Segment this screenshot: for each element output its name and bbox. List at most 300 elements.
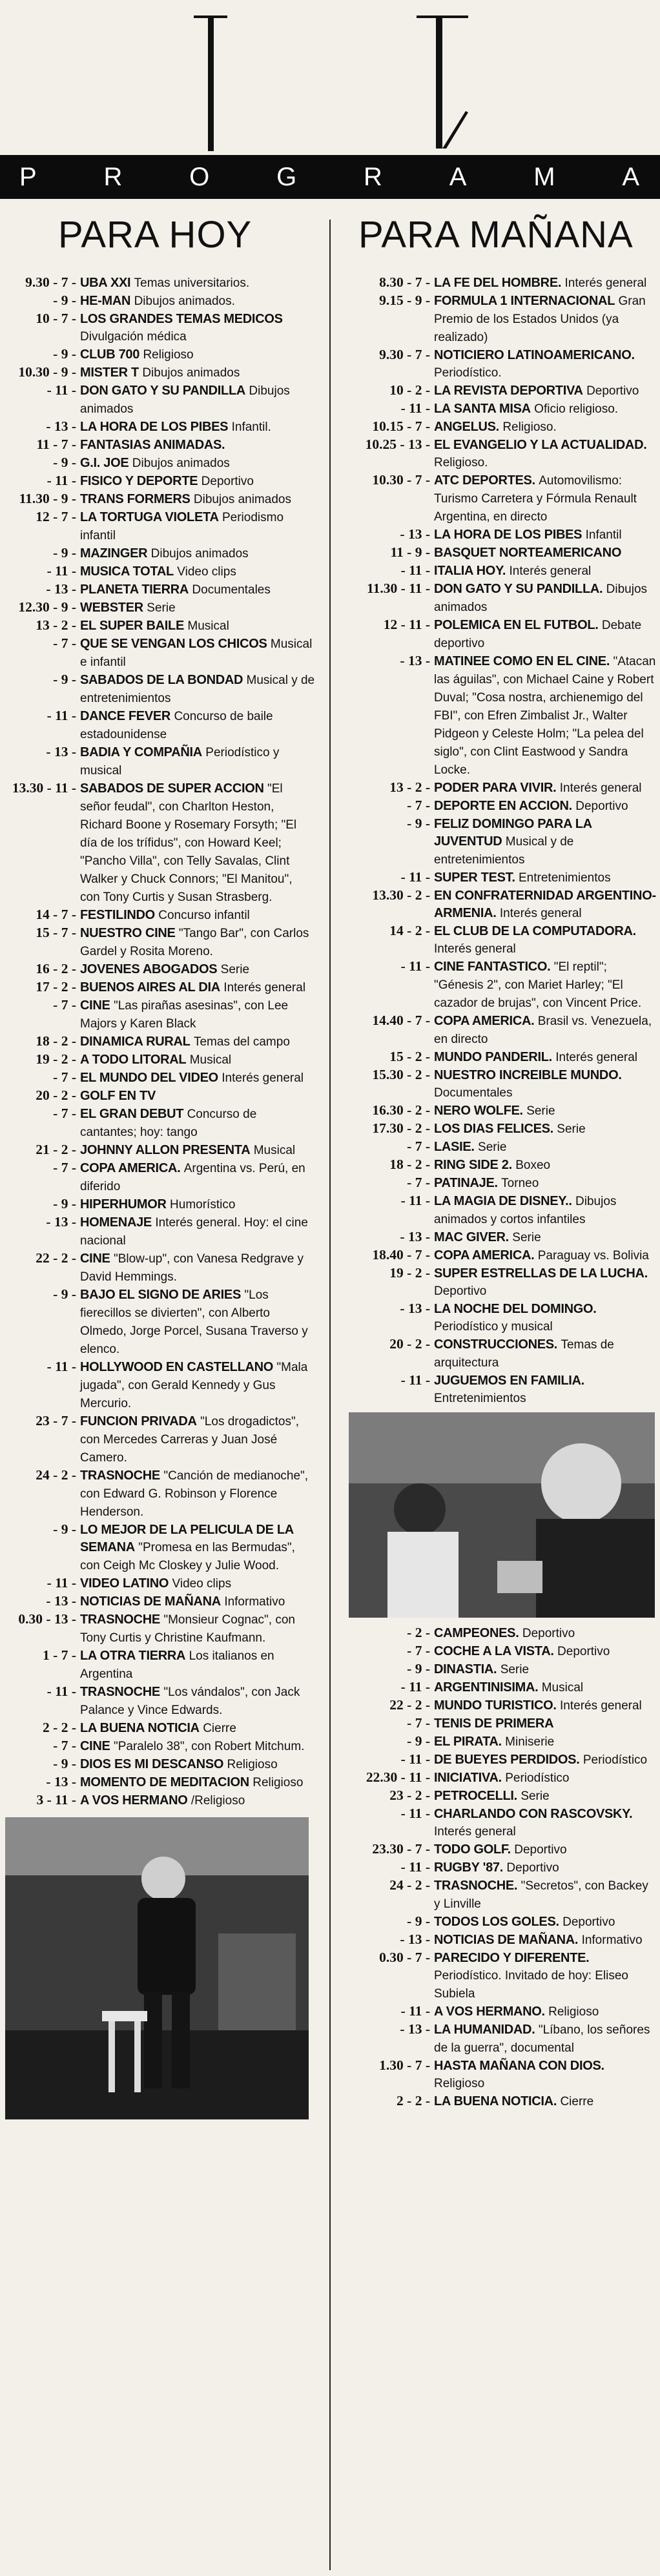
program-text: [430, 1264, 657, 1300]
program-name: MUNDO TURISTICO.: [434, 1698, 557, 1713]
listing-entry: [349, 1156, 657, 1174]
program-name: LA MAGIA DE DISNEY..: [434, 1194, 572, 1208]
listing-entry: [349, 1769, 657, 1787]
listing-entry: [349, 1372, 657, 1407]
program-name: SABADOS DE SUPER ACCION: [80, 781, 264, 796]
program-description: Temas del campo: [193, 1035, 290, 1049]
time-channel: - 9 -: [53, 455, 76, 470]
time-channel: - 7 -: [407, 1175, 430, 1190]
time-channel: 10.25 - 13 -: [365, 437, 430, 452]
program-name: TRANS FORMERS: [80, 492, 191, 506]
program-name: LA SANTA MISA: [434, 402, 531, 416]
program-name: RING SIDE 2.: [434, 1158, 512, 1172]
listing-entry: [5, 310, 315, 345]
program-text: [430, 1012, 657, 1048]
time-channel: - 9 -: [53, 672, 76, 687]
program-name: LA NOCHE DEL DOMINGO.: [434, 1302, 597, 1316]
time-channel: 11.30 - 11 -: [367, 581, 430, 596]
program-description: "Atacan las águilas", con Michael Caine y Robert Duval; "Cosa nostra, archienemigo del FBI", con Efren Zimbalist Jr., Walter Pidgeon y Celeste Holm; "La pelea del siglo", con Clint Eastwood y Sandra Locke.: [434, 655, 656, 777]
time-channel: 10.30 - 9 -: [18, 364, 76, 380]
program-text: [430, 2003, 657, 2021]
listing-entry: [5, 436, 315, 454]
program-description: Dibujos animados: [150, 547, 249, 561]
time-channel: - 9 -: [53, 545, 76, 561]
program-description: Dibujos animados: [132, 457, 230, 470]
program-name: ANGELUS.: [434, 420, 499, 434]
program-name: FORMULA 1 INTERNACIONAL: [434, 294, 615, 308]
program-text: [430, 1300, 657, 1335]
program-description: Interés general. Hoy: el cine nacional: [80, 1216, 308, 1248]
time-channel: 13 - 2 -: [389, 779, 430, 795]
program-description: Miniserie: [505, 1735, 555, 1749]
listing-entry: [349, 1102, 657, 1120]
program-text: [430, 400, 657, 418]
listing-entry: [349, 1335, 657, 1372]
program-text: [76, 1069, 315, 1087]
program-text: [430, 1624, 657, 1642]
program-text: [76, 274, 315, 292]
time-channel: - 9 -: [407, 1913, 430, 1929]
program-description: Religioso: [434, 2077, 485, 2090]
today-listings: [5, 274, 315, 1809]
program-text: [430, 652, 657, 779]
program-name: NOTICIAS DE MAÑANA: [80, 1594, 221, 1609]
program-name: BADIA Y COMPAÑIA: [80, 745, 202, 759]
program-text: [76, 1250, 315, 1286]
program-name: MUNDO PANDERIL.: [434, 1050, 552, 1064]
time-channel: 0.30 - 7 -: [379, 1950, 430, 1965]
program-description: Interés general: [222, 1071, 304, 1085]
time-channel: 16.30 - 2 -: [372, 1102, 430, 1118]
listing-entry: [5, 1737, 315, 1755]
banner-letter: P: [19, 162, 38, 191]
program-description: Serie: [500, 1663, 530, 1676]
program-text: [76, 996, 315, 1033]
time-channel: 18 - 2 -: [36, 1033, 76, 1049]
time-channel: 12 - 11 -: [383, 617, 430, 632]
program-name: ARGENTINISIMA.: [434, 1680, 539, 1695]
program-text: [76, 1087, 315, 1105]
program-name: COCHE A LA VISTA.: [434, 1644, 554, 1658]
program-text: [76, 1737, 315, 1755]
time-channel: - 9 -: [53, 1756, 76, 1771]
program-text: [76, 978, 315, 996]
time-channel: - 7 -: [53, 635, 76, 651]
program-text: [76, 1592, 315, 1611]
time-channel: - 9 -: [53, 346, 76, 362]
program-description: Cierre: [203, 1722, 236, 1735]
listing-entry: [5, 960, 315, 978]
program-name: FANTASIAS ANIMADAS.: [80, 438, 225, 452]
banner-letter: R: [364, 162, 384, 191]
program-text: [76, 1412, 315, 1467]
listing-entry: [5, 1069, 315, 1087]
program-name: MUSICA TOTAL: [80, 564, 174, 579]
listing-entry: [5, 581, 315, 599]
program-name: MAC GIVER.: [434, 1230, 509, 1244]
program-description: Infantil.: [231, 420, 271, 434]
program-description: Video clips: [172, 1577, 232, 1591]
program-description: Periodístico. Invitado de hoy: Eliseo Subiela: [434, 1969, 629, 2001]
program-description: Dibujos animados: [434, 582, 648, 614]
time-channel: 22 - 2 -: [36, 1250, 76, 1266]
listing-entry: [349, 2021, 657, 2057]
program-name: SUPER TEST.: [434, 871, 515, 885]
program-name: JOHNNY ALLON PRESENTA: [80, 1143, 251, 1157]
listing-entry: [349, 418, 657, 436]
program-description: "Monsieur Cognac", con Tony Curtis y Christine Kaufmann.: [80, 1613, 295, 1645]
program-name: GOLF EN TV: [80, 1089, 156, 1103]
listing-entry: [349, 2057, 657, 2092]
para-hoy-title: PARA HOY: [58, 214, 253, 256]
program-description: Oficio religioso.: [534, 402, 619, 416]
program-name: TENIS DE PRIMERA: [434, 1716, 554, 1731]
program-description: Cierre: [560, 2095, 594, 2108]
time-channel: - 13 -: [46, 744, 76, 759]
program-description: Deportivo: [586, 384, 639, 398]
program-name: NOTICIAS DE MAÑANA.: [434, 1933, 579, 1947]
program-description: Informativo: [224, 1595, 285, 1609]
program-name: HE-MAN: [80, 294, 131, 308]
program-text: [430, 1715, 657, 1733]
time-channel: 15 - 7 -: [36, 925, 76, 940]
program-text: [76, 1719, 315, 1737]
listing-entry: [349, 1138, 657, 1156]
program-description: Deportivo: [201, 475, 254, 488]
time-channel: 19 - 2 -: [389, 1265, 430, 1281]
program-name: MISTER T: [80, 366, 139, 380]
program-name: BAJO EL SIGNO DE ARIES: [80, 1288, 242, 1302]
program-name: POLEMICA EN EL FUTBOL.: [434, 618, 599, 632]
program-text: [76, 436, 315, 454]
time-channel: - 7 -: [53, 1106, 76, 1121]
program-name: LA HORA DE LOS PIBES: [434, 528, 583, 542]
program-name: G.I. JOE: [80, 456, 129, 470]
program-description: Entretenimientos: [434, 1392, 526, 1405]
listing-entry: [349, 652, 657, 779]
program-text: [430, 1335, 657, 1372]
program-name: FISICO Y DEPORTE: [80, 474, 198, 488]
program-description: Interés general: [555, 1051, 638, 1064]
program-name: LA OTRA TIERRA: [80, 1649, 186, 1663]
program-name: LA HORA DE LOS PIBES: [80, 420, 229, 434]
program-name: CINE: [80, 1252, 110, 1266]
time-channel: 2 - 2 -: [43, 1720, 76, 1735]
time-channel: 10 - 2 -: [389, 382, 430, 398]
program-text: [430, 797, 657, 815]
time-channel: - 11 -: [400, 1806, 430, 1821]
listing-entry: [5, 1286, 315, 1358]
time-channel: 13 - 2 -: [36, 617, 76, 633]
program-description: Interés general: [434, 1825, 516, 1839]
time-channel: - 11 -: [46, 473, 76, 488]
program-text: [430, 1678, 657, 1696]
program-name: EL PIRATA.: [434, 1735, 502, 1749]
program-name: NOTICIERO LATINOAMERICANO.: [434, 348, 635, 362]
listing-entry: [5, 1791, 315, 1809]
listing-entry: [5, 743, 315, 779]
program-name: LA BUENA NOTICIA.: [434, 2094, 557, 2108]
program-name: EL GRAN DEBUT: [80, 1107, 184, 1121]
listing-entry: [349, 1192, 657, 1228]
program-name: LA HUMANIDAD.: [434, 2023, 535, 2037]
time-channel: - 7 -: [407, 1139, 430, 1154]
listing-entry: [349, 815, 657, 869]
program-text: [76, 707, 315, 743]
listing-entry: [5, 274, 315, 292]
program-description: "Tango Bar", con Carlos Gardel y Rosita Moreno.: [80, 927, 309, 958]
program-name: SABADOS DE LA BONDAD: [80, 673, 243, 687]
program-name: TRASNOCHE: [80, 1685, 160, 1699]
program-name: DON GATO Y SU PANDILLA: [80, 384, 246, 398]
program-text: [430, 471, 657, 526]
listing-entry: [349, 1733, 657, 1751]
time-channel: - 9 -: [53, 1286, 76, 1302]
listing-entry: [349, 1642, 657, 1660]
program-description: Musical: [187, 619, 229, 633]
program-name: NUESTRO CINE: [80, 926, 176, 940]
program-description: Periodístico y musical: [434, 1320, 553, 1334]
program-description: "Promesa en las Bermudas", con Ceigh Mc Closkey y Julie Wood.: [80, 1541, 295, 1572]
time-channel: - 13 -: [400, 1301, 430, 1316]
time-channel: 20 - 2 -: [36, 1087, 76, 1103]
listing-entry: [349, 1931, 657, 1949]
listing-entry: [5, 292, 315, 310]
program-name: PLANETA TIERRA: [80, 582, 189, 597]
listing-entry: [349, 1012, 657, 1048]
program-description: Paraguay vs. Bolivia: [537, 1249, 649, 1262]
program-text: [430, 526, 657, 544]
program-name: NUESTRO INCREIBLE MUNDO.: [434, 1068, 622, 1082]
listing-entry: [5, 978, 315, 996]
listing-entry: [5, 1358, 315, 1412]
listing-entry: [349, 1751, 657, 1769]
time-channel: - 11 -: [46, 1684, 76, 1699]
program-text: [76, 1141, 315, 1159]
program-description: Musical y de entretenimientos: [80, 674, 315, 705]
program-name: PARECIDO Y DIFERENTE.: [434, 1951, 590, 1965]
program-name: DINASTIA.: [434, 1662, 497, 1676]
program-description: Divulgación médica: [80, 330, 187, 344]
program-name: TRASNOCHE: [80, 1468, 160, 1483]
program-description: Dibujos animados y cortos infantiles: [434, 1195, 617, 1226]
listing-entry: [349, 1877, 657, 1913]
programa-banner: [0, 155, 660, 199]
time-channel: 3 - 11 -: [36, 1792, 76, 1808]
program-description: Deportivo: [557, 1645, 610, 1658]
program-name: CINE: [80, 1739, 110, 1753]
program-text: [430, 580, 657, 616]
program-description: "Blow-up", con Vanesa Redgrave y David Hemmings.: [80, 1252, 304, 1284]
time-channel: - 11 -: [400, 562, 430, 578]
banner-letter: G: [276, 162, 298, 191]
time-channel: 23 - 7 -: [36, 1413, 76, 1428]
listing-entry: [349, 292, 657, 346]
program-description: Religioso: [253, 1776, 304, 1789]
time-channel: - 2 -: [407, 1625, 430, 1640]
program-description: Interés general: [223, 981, 306, 994]
program-description: Musical: [541, 1681, 584, 1695]
time-channel: - 7 -: [53, 1069, 76, 1085]
listing-entry: [349, 1913, 657, 1931]
program-text: [430, 1787, 657, 1805]
time-channel: - 7 -: [53, 1738, 76, 1753]
program-name: MAZINGER: [80, 546, 148, 561]
time-channel: 20 - 2 -: [389, 1336, 430, 1352]
time-channel: 11 - 7 -: [36, 437, 76, 452]
listing-entry: [349, 1264, 657, 1300]
program-description: Concurso de cantantes; hoy: tango: [80, 1108, 257, 1139]
program-text: [76, 1213, 315, 1250]
time-channel: 11.30 - 9 -: [19, 491, 76, 506]
listing-entry: [5, 382, 315, 418]
program-text: [76, 364, 315, 382]
tomorrow-schedule: [349, 274, 657, 2110]
program-text: [430, 2021, 657, 2057]
program-text: [76, 1611, 315, 1647]
program-description: Documentales: [434, 1086, 513, 1100]
listing-entry: [349, 1624, 657, 1642]
program-name: TRASNOCHE: [80, 1613, 160, 1627]
listing-entry: [5, 1521, 315, 1574]
logo-letter-t: [194, 15, 227, 154]
program-name: A TODO LITORAL: [80, 1053, 187, 1067]
time-channel: - 13 -: [46, 418, 76, 434]
program-description: Humorístico: [170, 1198, 236, 1211]
time-channel: - 13 -: [46, 581, 76, 597]
program-description: Debate deportivo: [434, 619, 642, 650]
program-text: [430, 2057, 657, 2092]
program-text: [76, 1647, 315, 1683]
program-text: [76, 1521, 315, 1574]
program-text: [430, 1156, 657, 1174]
listing-entry: [349, 2003, 657, 2021]
program-description: Religioso: [548, 2005, 599, 2019]
listing-entry: [5, 1141, 315, 1159]
program-description: Deportivo: [514, 1843, 567, 1857]
listing-entry: [5, 635, 315, 671]
program-text: [76, 562, 315, 581]
program-description: Argentina vs. Perú, en diferido: [80, 1162, 305, 1193]
program-description: Gran Premio de los Estados Unidos (ya realizado): [434, 294, 646, 344]
program-description: Periodístico: [505, 1771, 570, 1785]
listing-entry: [349, 1787, 657, 1805]
program-text: [430, 1066, 657, 1102]
program-description: Entretenimientos: [519, 871, 611, 885]
program-description: Religioso: [143, 348, 194, 362]
program-name: ITALIA HOY.: [434, 564, 506, 578]
time-channel: 24 - 2 -: [389, 1877, 430, 1893]
program-name: CINE: [80, 998, 110, 1013]
time-channel: - 7 -: [53, 1160, 76, 1175]
interview-photo: [349, 1412, 655, 1618]
program-text: [430, 1192, 657, 1228]
banner-letter: M: [533, 162, 557, 191]
listing-entry: [5, 996, 315, 1033]
time-channel: 19 - 2 -: [36, 1051, 76, 1067]
program-description: "Canción de medianoche", con Edward G. Robinson y Florence Henderson.: [80, 1469, 309, 1519]
time-channel: 1 - 7 -: [43, 1647, 76, 1663]
program-text: [76, 1791, 315, 1809]
time-channel: - 9 -: [53, 1196, 76, 1211]
listing-entry: [349, 1678, 657, 1696]
program-description: "Paralelo 38", con Robert Mitchum.: [113, 1740, 305, 1753]
program-description: Musical e infantil: [80, 637, 313, 669]
program-name: SUPER ESTRELLAS DE LA LUCHA.: [434, 1266, 648, 1281]
program-description: Interés general: [509, 564, 592, 578]
time-channel: - 11 -: [400, 1193, 430, 1208]
time-channel: 15 - 2 -: [389, 1049, 430, 1064]
program-text: [76, 1033, 315, 1051]
program-name: EN CONFRATERNIDAD ARGENTINO-ARMENIA.: [434, 889, 656, 920]
program-text: [430, 1246, 657, 1264]
program-description: Deportivo: [522, 1627, 575, 1640]
banner-letter: O: [189, 162, 211, 191]
program-name: MATINEE COMO EN EL CINE.: [434, 654, 610, 668]
time-channel: - 7 -: [407, 798, 430, 813]
program-description: Periodístico: [583, 1753, 648, 1767]
program-description: Musical: [189, 1053, 232, 1067]
listing-entry: [5, 1159, 315, 1195]
banner-letter: A: [449, 162, 468, 191]
program-text: [430, 1733, 657, 1751]
program-text: [430, 1805, 657, 1840]
program-description: Infantil: [585, 528, 622, 542]
program-name: A VOS HERMANO: [80, 1793, 188, 1808]
time-channel: 13.30 - 2 -: [372, 887, 430, 903]
tomorrow-listings-a: [349, 274, 657, 1407]
listing-entry: [349, 958, 657, 1012]
time-channel: - 13 -: [46, 1593, 76, 1609]
listing-entry: [349, 274, 657, 292]
listing-entry: [5, 1105, 315, 1141]
listing-entry: [349, 346, 657, 382]
listing-entry: [349, 2092, 657, 2110]
program-text: [430, 887, 657, 922]
program-description: Deportivo: [506, 1861, 559, 1875]
time-channel: - 9 -: [407, 816, 430, 831]
listing-entry: [349, 797, 657, 815]
program-description: Serie: [557, 1122, 586, 1136]
program-text: [430, 922, 657, 958]
program-text: [430, 1642, 657, 1660]
program-text: [76, 472, 315, 490]
listing-entry: [349, 1660, 657, 1678]
program-name: CINE FANTASTICO.: [434, 960, 551, 974]
program-description: "El señor feudal", con Charlton Heston, Richard Boone y Rosemary Forsyth; "El día de los trífidus", con Howard Keel; "Pancho Villa", con Telly Savalas, Clint Walker y Chuck Connors; "El Manitou", con Tony Curtis y Susan Strasberg.: [80, 782, 297, 904]
program-text: [430, 869, 657, 887]
program-name: HASTA MAÑANA CON DIOS.: [434, 2059, 604, 2073]
banner-letter: R: [103, 162, 124, 191]
listing-entry: [5, 1051, 315, 1069]
time-channel: 24 - 2 -: [36, 1467, 76, 1483]
program-text: [76, 617, 315, 635]
listing-entry: [349, 869, 657, 887]
program-text: [430, 1769, 657, 1787]
program-text: [430, 1174, 657, 1192]
program-name: BUENOS AIRES AL DIA: [80, 980, 220, 994]
listing-entry: [349, 1174, 657, 1192]
listing-entry: [5, 924, 315, 960]
program-name: VIDEO LATINO: [80, 1576, 169, 1591]
program-name: WEBSTER: [80, 601, 143, 615]
program-description: Serie: [478, 1140, 507, 1154]
program-text: [430, 1859, 657, 1877]
program-text: [76, 508, 315, 544]
program-text: [430, 1913, 657, 1931]
time-channel: 13.30 - 11 -: [12, 780, 76, 796]
time-channel: - 9 -: [53, 1521, 76, 1537]
